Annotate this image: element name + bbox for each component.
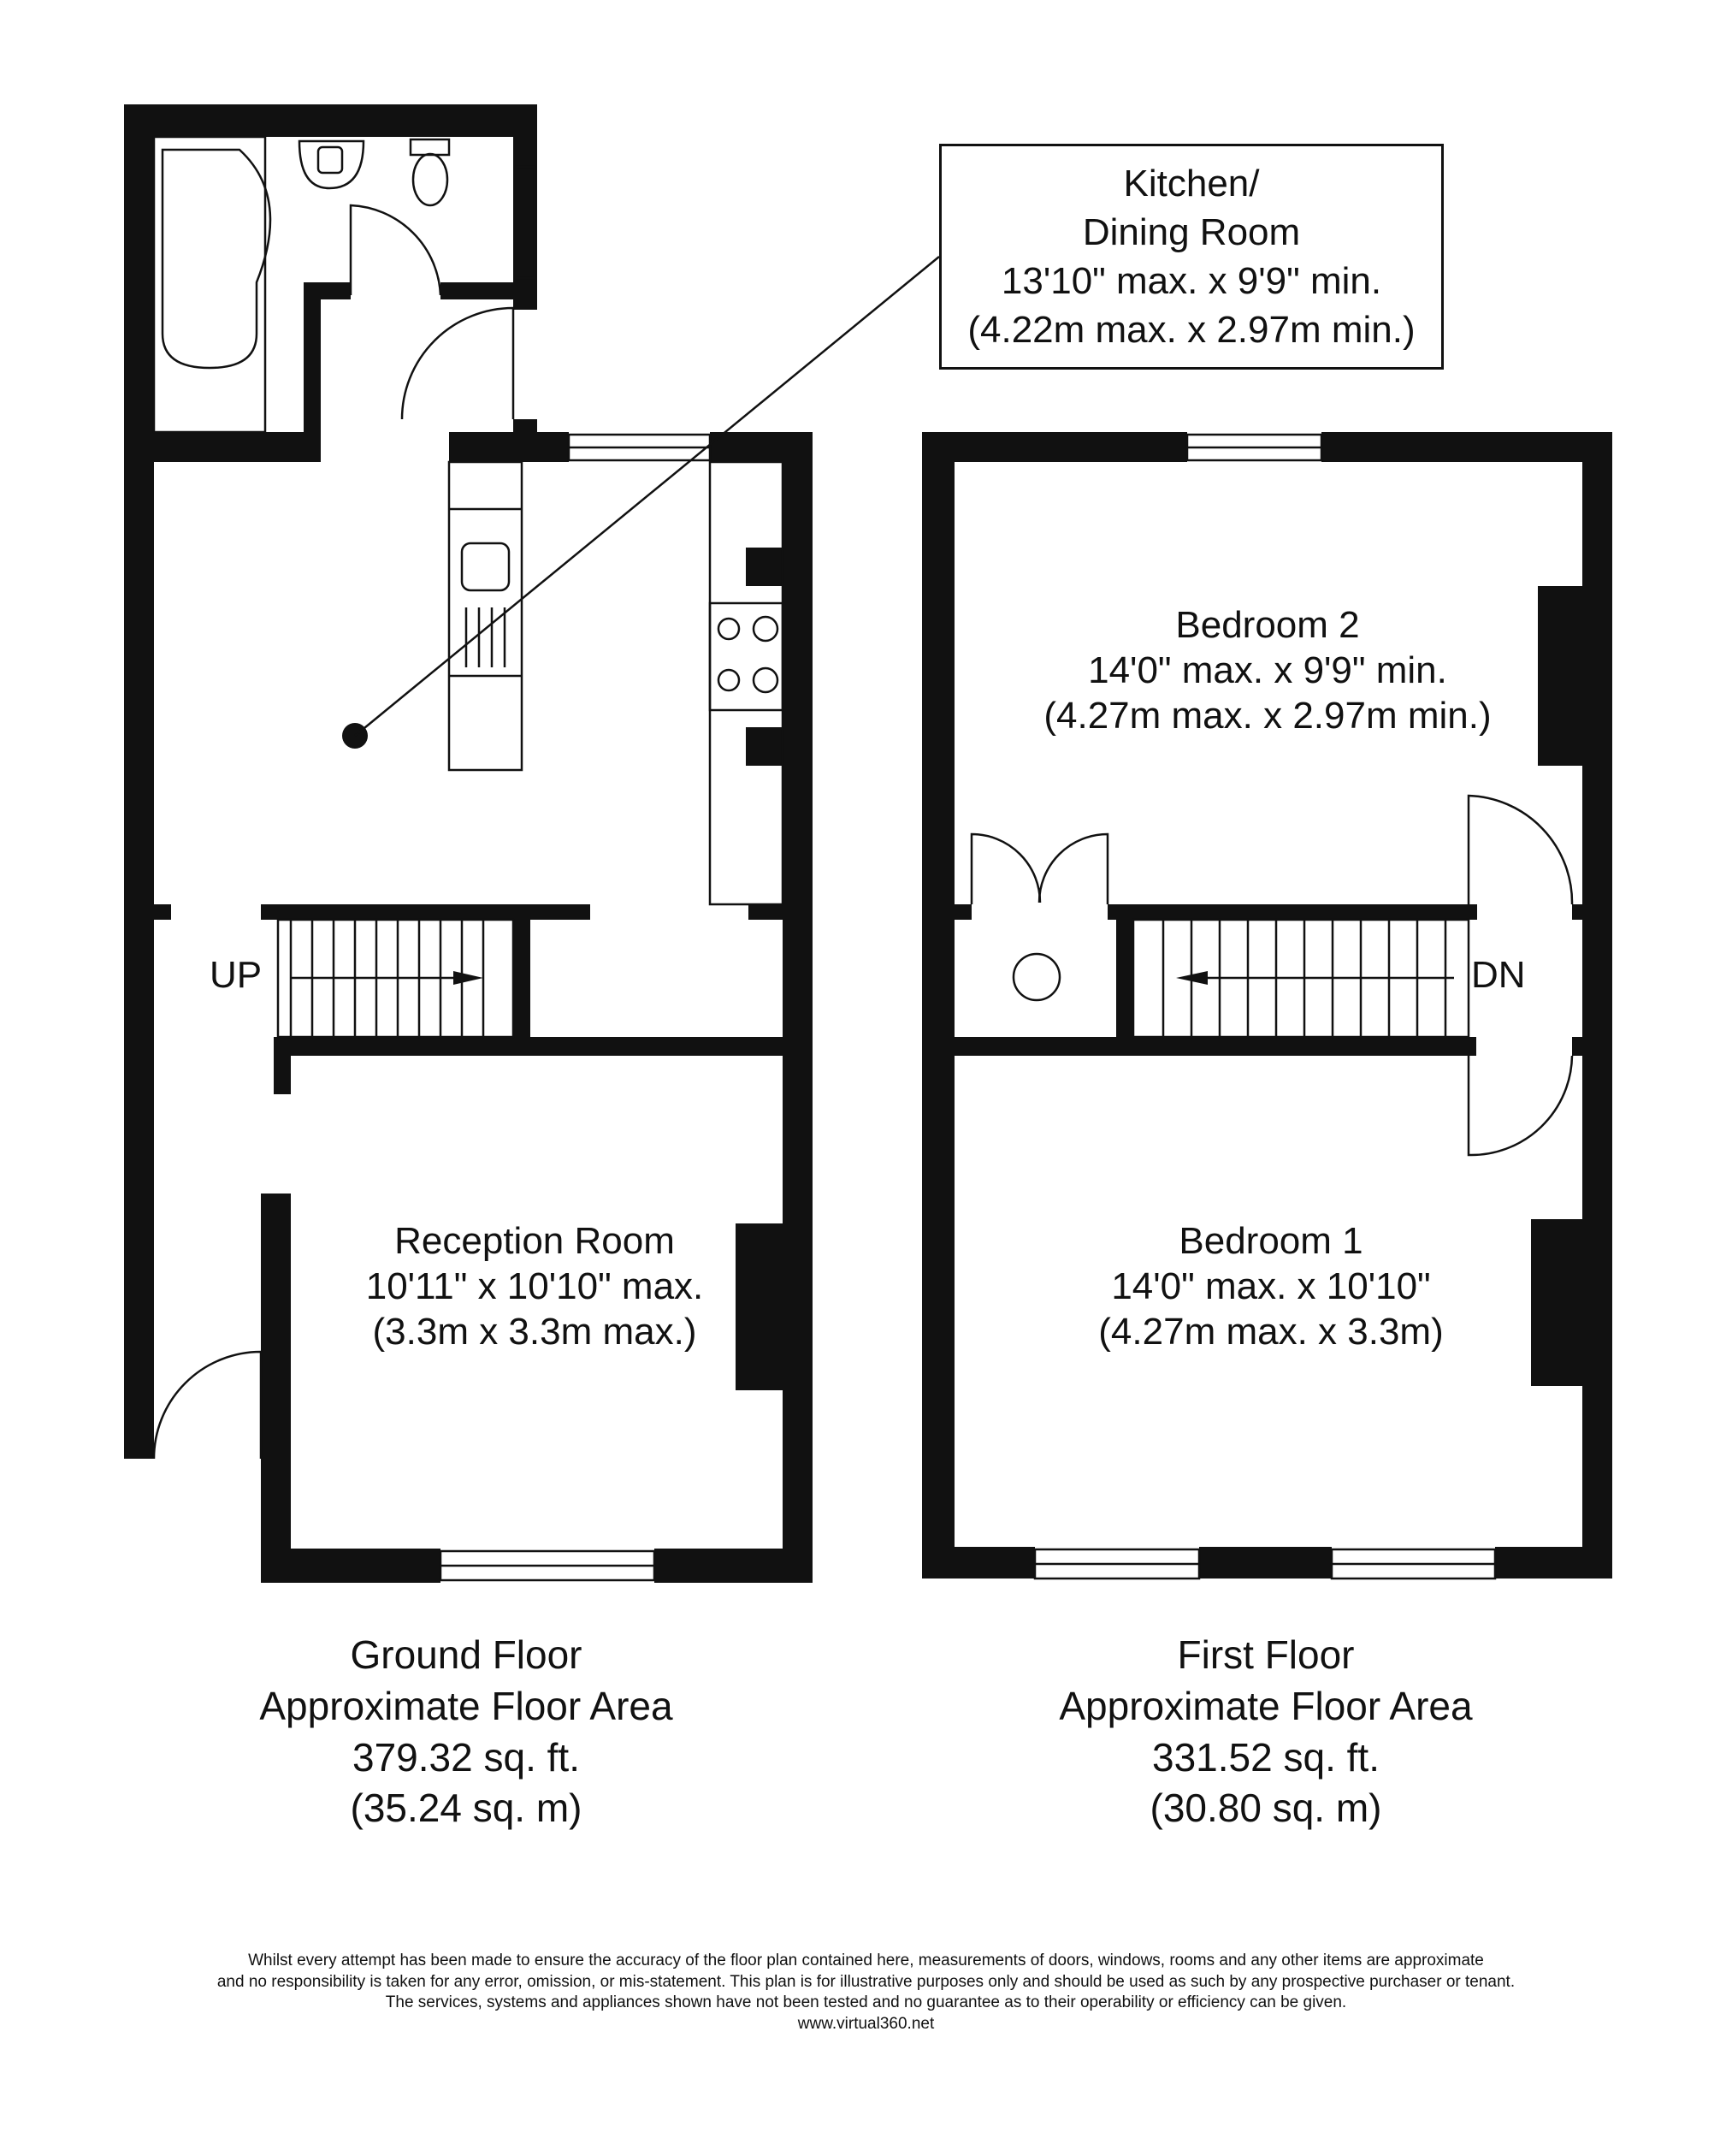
- kitchen-top-wall-left: [449, 432, 569, 462]
- cupboard-door-right: [1039, 834, 1108, 904]
- first-bottom-wall-left: [922, 1547, 1035, 1578]
- reception-room-label: [291, 1219, 778, 1354]
- bathroom-top-wall: [124, 104, 535, 137]
- hob-ring: [754, 617, 777, 641]
- callout-line-3: 13'10" max. x 9'9" min.: [1001, 260, 1382, 302]
- ground-floor-title: Ground Floor: [350, 1632, 582, 1677]
- first-floor-title: First Floor: [1177, 1632, 1355, 1677]
- landing-right-stub: [1572, 904, 1582, 920]
- landing-divider: [1116, 920, 1133, 1040]
- first-bottom-wall-mid: [1199, 1547, 1332, 1578]
- bathroom-door: [351, 205, 440, 295]
- bedroom-1-name: Bedroom 1: [1179, 1220, 1363, 1262]
- landing-right-stub-2: [1572, 1037, 1582, 1056]
- reception-bottom-wall-right: [654, 1549, 813, 1583]
- ground-floor-area-sqm: (35.24 sq. m): [350, 1786, 582, 1831]
- front-door: [154, 1352, 261, 1459]
- first-top-wall-right: [1321, 432, 1612, 462]
- ground-floor-area-sqft: 379.32 sq. ft.: [352, 1734, 580, 1780]
- website-link[interactable]: www.virtual360.net: [797, 2015, 935, 2034]
- kitchen-chimney-top: [746, 548, 783, 586]
- first-floor-subtitle: Approximate Floor Area: [1059, 1683, 1473, 1728]
- kitchen-sink: [462, 543, 509, 590]
- hob-ring: [718, 619, 739, 639]
- callout-pointer-line: [355, 257, 939, 736]
- ground-floor-subtitle: Approximate Floor Area: [259, 1683, 673, 1728]
- ground-stair-arrow: [453, 971, 483, 985]
- disclaimer-line-3: The services, systems and appliances shown have not been tested and no guarantee as to their operability or efficiency can be given.: [385, 1993, 1347, 2012]
- kitchen-counter-right: [710, 462, 783, 904]
- hob-ring: [718, 670, 739, 690]
- first-floor-area-sqm: (30.80 sq. m): [1150, 1786, 1382, 1831]
- reception-bottom-wall-left: [261, 1549, 440, 1583]
- ground-floor-fixtures: [154, 137, 783, 1580]
- first-top-wall-left: [922, 432, 1187, 462]
- back-door: [402, 308, 513, 419]
- landing-top-wall: [1108, 904, 1477, 920]
- callout-line-2: Dining Room: [1082, 210, 1301, 253]
- sink-bowl: [318, 147, 342, 173]
- bedroom1-door: [1469, 1056, 1572, 1155]
- stair-top-wall: [261, 904, 590, 920]
- bathroom-partition: [304, 282, 321, 462]
- reception-left-wall: [261, 1194, 291, 1583]
- stair-bottom-wall: [274, 1037, 813, 1056]
- bathroom-partition-right: [440, 282, 535, 299]
- bedroom-2-metric: (4.27m max. x 2.97m min.): [1043, 694, 1492, 737]
- bedroom-1-label: [955, 1219, 1587, 1354]
- bathroom-bottom-wall: [154, 432, 321, 462]
- kitchen-dining-callout: [939, 144, 1444, 370]
- stairs-up-label: UP: [210, 954, 263, 996]
- reception-room-imperial: 10'11" x 10'10" max.: [365, 1265, 704, 1307]
- callout-line-1: Kitchen/: [1123, 162, 1260, 204]
- bedroom-1-metric: (4.27m max. x 3.3m): [1098, 1310, 1444, 1353]
- reception-left-wall-upper: [274, 1056, 291, 1094]
- bedroom-2-name: Bedroom 2: [1175, 604, 1360, 646]
- stair-divider: [513, 920, 530, 1040]
- kitchen-left-stub: [124, 904, 171, 920]
- bedroom-2-label: [955, 603, 1581, 738]
- kitchen-door-post: [513, 419, 537, 436]
- first-bottom-wall-right: [1495, 1547, 1612, 1578]
- first-floor-caption: [966, 1630, 1565, 1834]
- landing-bottom-wall: [955, 1037, 1476, 1056]
- boiler: [1014, 954, 1060, 1000]
- ground-right-wall: [783, 432, 813, 1578]
- ground-floor-caption: [167, 1630, 766, 1834]
- bath-basin: [163, 150, 270, 368]
- bath: [154, 137, 265, 432]
- bedroom2-door: [1469, 796, 1572, 904]
- reception-room-metric: (3.3m x 3.3m max.): [372, 1310, 697, 1353]
- cupboard-door-left: [972, 834, 1040, 904]
- bedroom-1-imperial: 14'0" max. x 10'10": [1111, 1265, 1431, 1307]
- disclaimer-line-2: and no responsibility is taken for any error, omission, or mis-statement. This plan is for illustrative purposes only and should be used as such by any prospective purchaser or tenant.: [216, 1972, 1516, 1991]
- bathroom-partition-top: [304, 282, 351, 299]
- stairs-down-label: DN: [1471, 954, 1526, 996]
- hob-ring: [754, 668, 777, 692]
- first-right-wall: [1582, 432, 1612, 1578]
- first-floor-area-sqft: 331.52 sq. ft.: [1152, 1734, 1380, 1780]
- reception-room-name: Reception Room: [394, 1220, 675, 1262]
- landing-left-stub: [955, 904, 972, 920]
- kitchen-chimney-bottom: [746, 727, 783, 766]
- first-left-wall: [922, 432, 955, 1578]
- disclaimer: [0, 1951, 1732, 2035]
- toilet: [413, 154, 447, 205]
- kitchen-right-stub: [748, 904, 813, 920]
- ground-left-wall: [124, 104, 154, 1459]
- disclaimer-line-1: Whilst every attempt has been made to ensure the accuracy of the floor plan contained here, measurements of doors, windows, rooms and any other items are approximate: [248, 1952, 1484, 1969]
- toilet-cistern: [411, 139, 449, 155]
- callout-line-4: (4.22m max. x 2.97m min.): [967, 309, 1416, 352]
- bedroom-2-imperial: 14'0" max. x 9'9" min.: [1088, 649, 1447, 691]
